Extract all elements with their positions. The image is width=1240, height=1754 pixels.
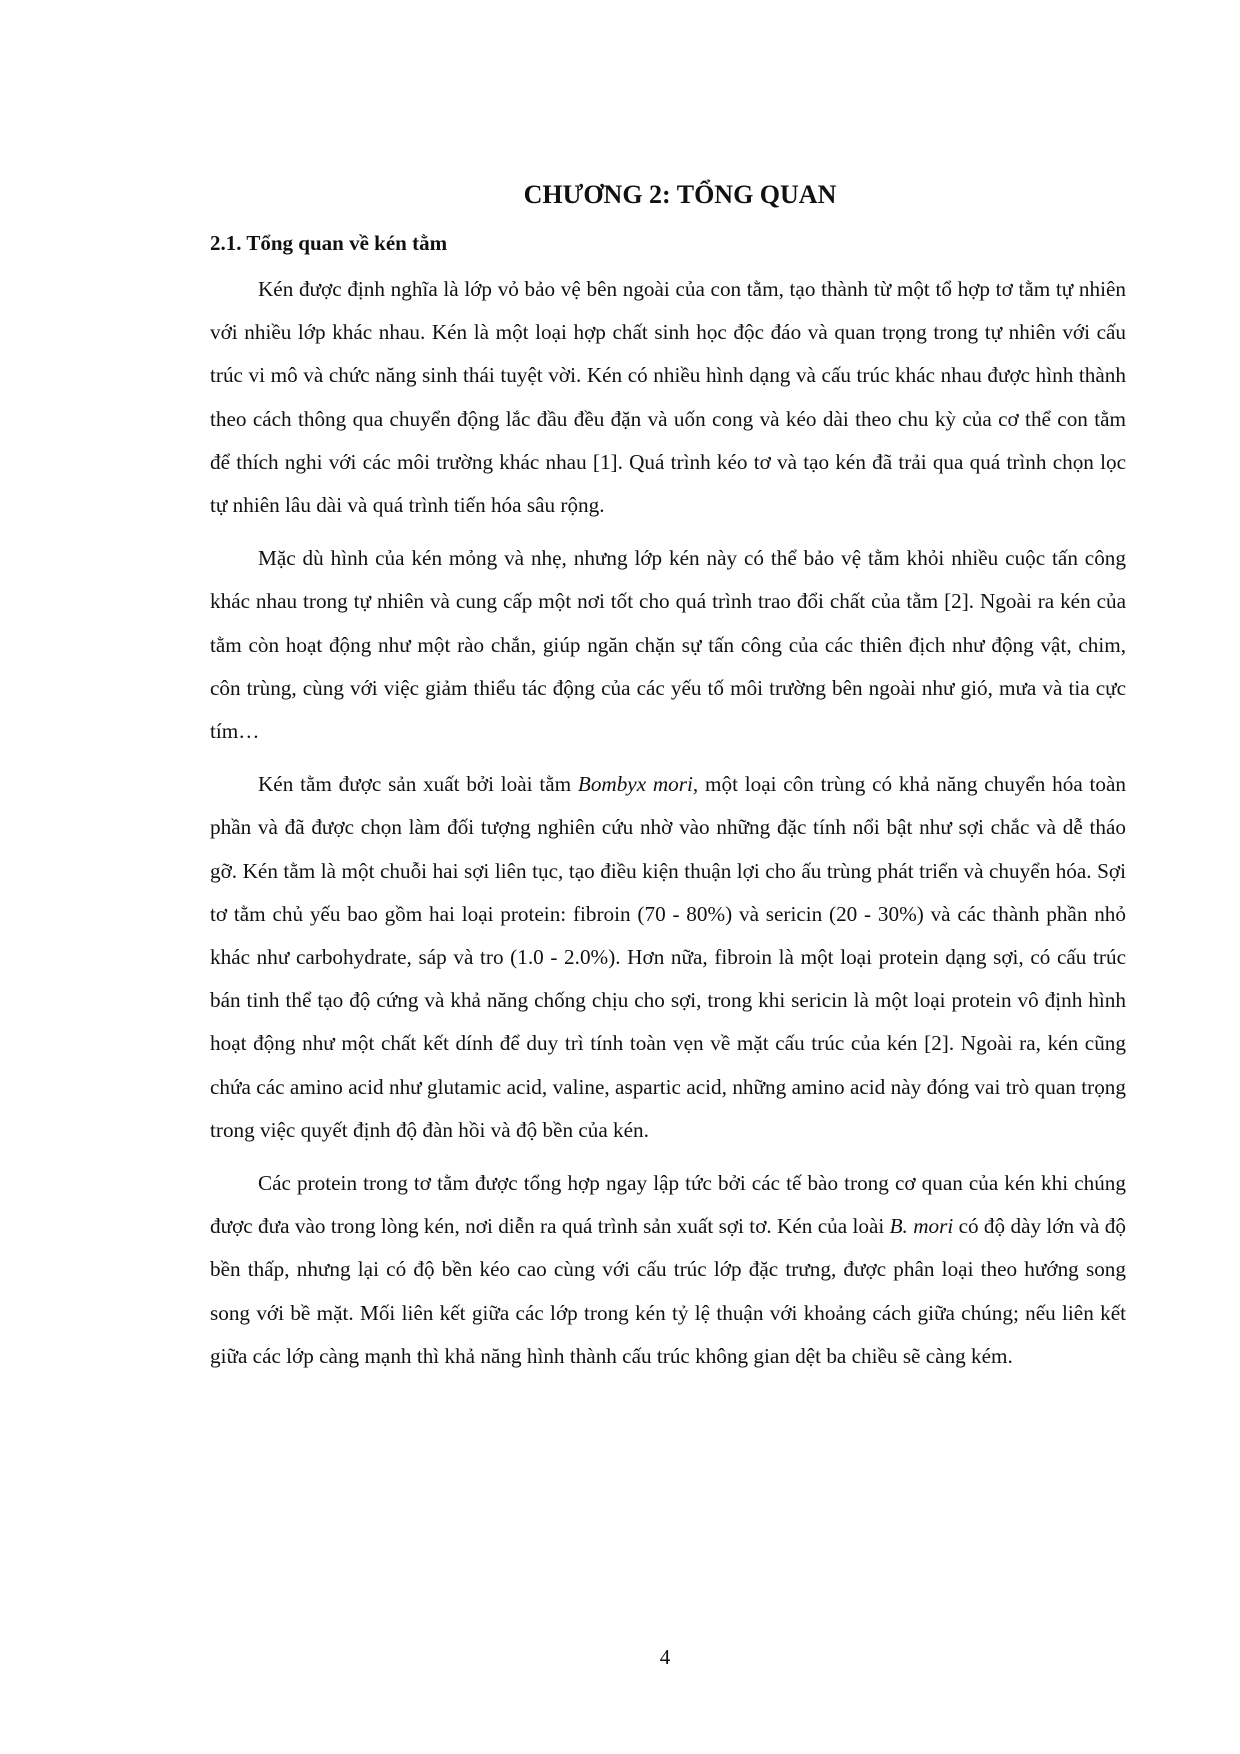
paragraph-text: có độ dày lớn và độ bền thấp, nhưng lại có độ bền kéo cao cùng với cấu trúc lớp đặc trưng, được phân loại theo hướng song song với bề mặt. Mối liên kết giữa các lớp trong kén tỷ lệ thuận với khoảng cách giữa chúng; nếu liên kết giữa các lớp càng mạnh thì khả năng hình thành cấu trúc không gian dệt ba chiều sẽ càng kém. — [210, 1214, 1126, 1368]
paragraph-4 — [210, 1162, 1126, 1378]
paragraph-2 — [210, 537, 1126, 753]
paragraph-1 — [210, 268, 1126, 527]
page-number: 4 — [659, 1645, 671, 1669]
body-text — [210, 268, 1126, 1388]
section-heading: 2.1. Tổng quan về kén tằm — [210, 231, 448, 255]
chapter-title: CHƯƠNG 2: TỔNG QUAN — [523, 180, 837, 209]
paragraph-3 — [210, 763, 1126, 1152]
paragraph-text: Mặc dù hình của kén mỏng và nhẹ, nhưng lớp kén này có thể bảo vệ tằm khỏi nhiều cuộc tấn công khác nhau trong tự nhiên và cung cấp một nơi tốt cho quá trình trao đổi chất của tằm [2]. Ngoài ra kén của tằm còn hoạt động như một rào chắn, giúp ngăn chặn sự tấn công của các thiên địch như động vật, chim, côn trùng, cùng với việc giảm thiểu tác động của các yếu tố môi trường bên ngoài như gió, mưa và tia cực tím… — [210, 546, 1126, 744]
species-name-italic: Bombyx mori — [577, 772, 693, 797]
species-name-italic: B. mori — [889, 1214, 954, 1239]
paragraph-text: Kén tằm được sản xuất bởi loài tằm — [258, 772, 578, 797]
paragraph-text: Các protein trong tơ tằm được tổng hợp ngay lập tức bởi các tế bào trong cơ quan của kén khi chúng được đưa vào trong lòng kén, nơi diễn ra quá trình sản xuất sợi tơ. Kén của loài — [210, 1171, 1126, 1239]
paragraph-text: , một loại côn trùng có khả năng chuyển hóa toàn phần và đã được chọn làm đối tượng nghiên cứu nhờ vào những đặc tính nổi bật như sợi chắc và dễ tháo gỡ. Kén tằm là một chuỗi hai sợi liên tục, tạo điều kiện thuận lợi cho ấu trùng phát triển và chuyển hóa. Sợi tơ tằm chủ yếu bao gồm hai loại protein: fibroin (70 - 80%) và sericin (20 - 30%) và các thành phần nhỏ khác như carbohydrate, sáp và tro (1.0 - 2.0%). Hơn nữa, fibroin là một loại protein dạng sợi, có cấu trúc bán tinh thể tạo độ cứng và khả năng chống chịu cho sợi, trong khi sericin là một loại protein vô định hình hoạt động như một chất kết dính để duy trì tính toàn vẹn về mặt cấu trúc của kén [2]. Ngoài ra, kén cũng chứa các amino acid như glutamic acid, valine, aspartic acid, những amino acid này đóng vai trò quan trọng trong việc quyết định độ đàn hồi và độ bền của kén. — [210, 772, 1127, 1142]
paragraph-text: Kén được định nghĩa là lớp vỏ bảo vệ bên ngoài của con tằm, tạo thành từ một tổ hợp tơ tằm tự nhiên với nhiều lớp khác nhau. Kén là một loại hợp chất sinh học độc đáo và quan trọng trong tự nhiên với cấu trúc vi mô và chức năng sinh thái tuyệt vời. Kén có nhiều hình dạng và cấu trúc khác nhau được hình thành theo cách thông qua chuyển động lắc đầu đều đặn và uốn cong và kéo dài theo chu kỳ của cơ thể con tằm để thích nghi với các môi trường khác nhau [1]. Quá trình kéo tơ và tạo kén đã trải qua quá trình chọn lọc tự nhiên lâu dài và quá trình tiến hóa sâu rộng. — [210, 277, 1126, 518]
